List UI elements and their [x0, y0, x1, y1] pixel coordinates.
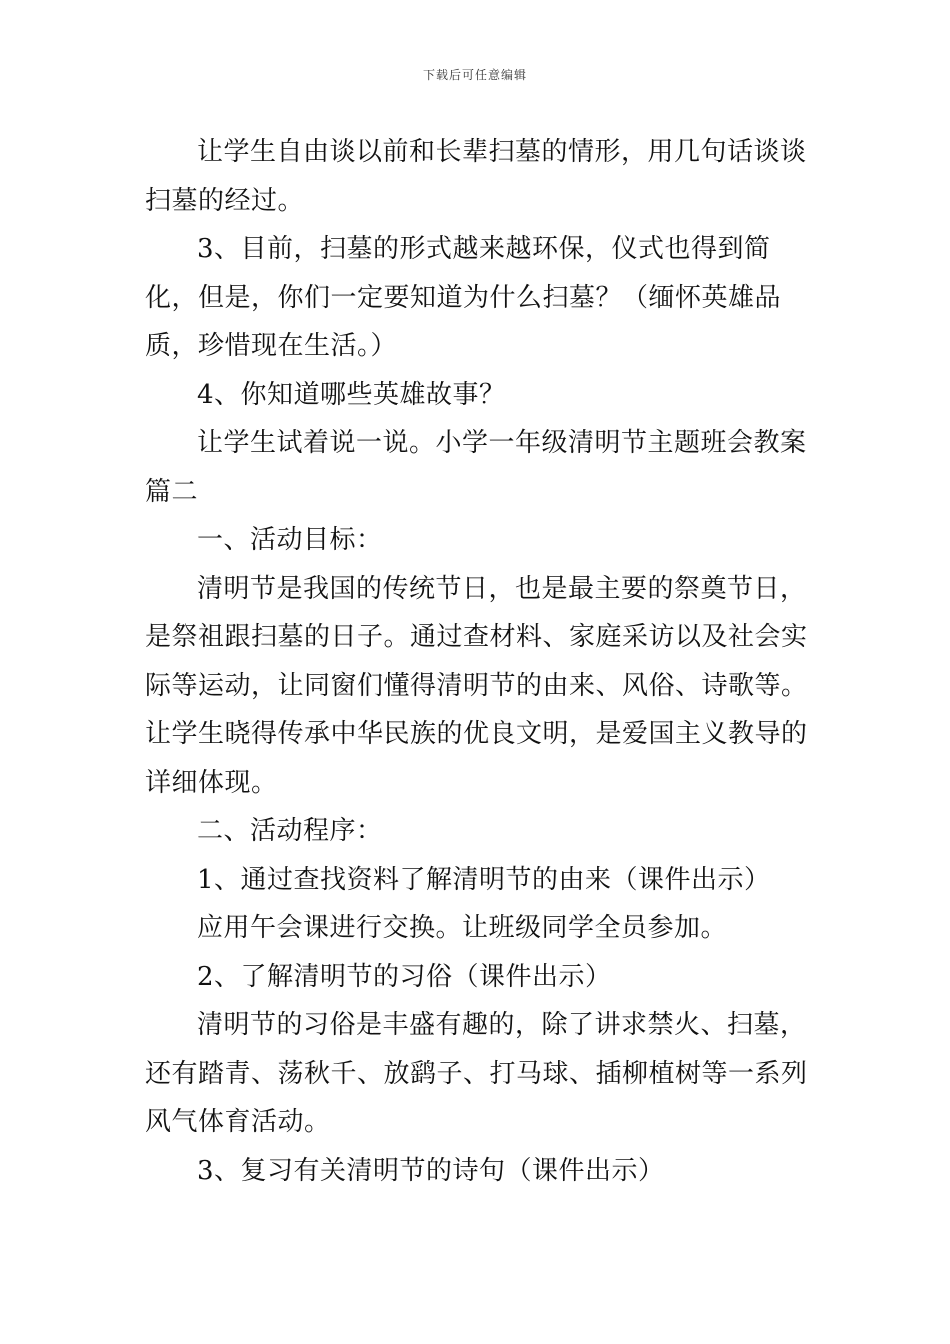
section-heading-procedure: 二、活动程序：	[197, 816, 383, 846]
paragraph-2: 3、目前，扫墓的形式越来越环保，仪式也得到简化，但是，你们一定要知道为什么扫墓？（缅怀英雄品质，珍惜现在生活。）	[145, 234, 782, 361]
paragraph-4: 让学生试着说一说。小学一年级清明节主题班会教案篇二	[145, 428, 807, 507]
document-body	[145, 128, 810, 1195]
paragraph-5: 清明节是我国的传统节日，也是最主要的祭奠节日，是祭祖跟扫墓的日子。通过查材料、家庭采访以及社会实际等运动，让同窗们懂得清明节的由来、风俗、诗歌等。让学生晓得传承中华民族的优良文明，是爱国主义教导的详细体现。	[145, 573, 808, 798]
section-heading-goals: 一、活动目标：	[197, 525, 383, 555]
paragraph-7: 应用午会课进行交换。让班级同学全员参加。	[197, 913, 728, 943]
paragraph-3: 4、你知道哪些英雄故事？	[197, 379, 506, 410]
paragraph-1: 让学生自由谈以前和长辈扫墓的情形，用几句话谈谈扫墓的经过。	[145, 137, 807, 216]
page-header-note: 下载后可任意编辑	[422, 68, 527, 82]
paragraph-8: 2、了解清明节的习俗（课件出示）	[197, 961, 612, 992]
paragraph-9: 清明节的习俗是丰盛有趣的，除了讲求禁火、扫墓，还有踏青、荡秋千、放鹞子、打马球、插柳植树等一系列风气体育活动。	[145, 1010, 808, 1137]
paragraph-10: 3、复习有关清明节的诗句（课件出示）	[197, 1155, 665, 1186]
paragraph-6: 1、通过查找资料了解清明节的由来（课件出示）	[197, 864, 771, 895]
